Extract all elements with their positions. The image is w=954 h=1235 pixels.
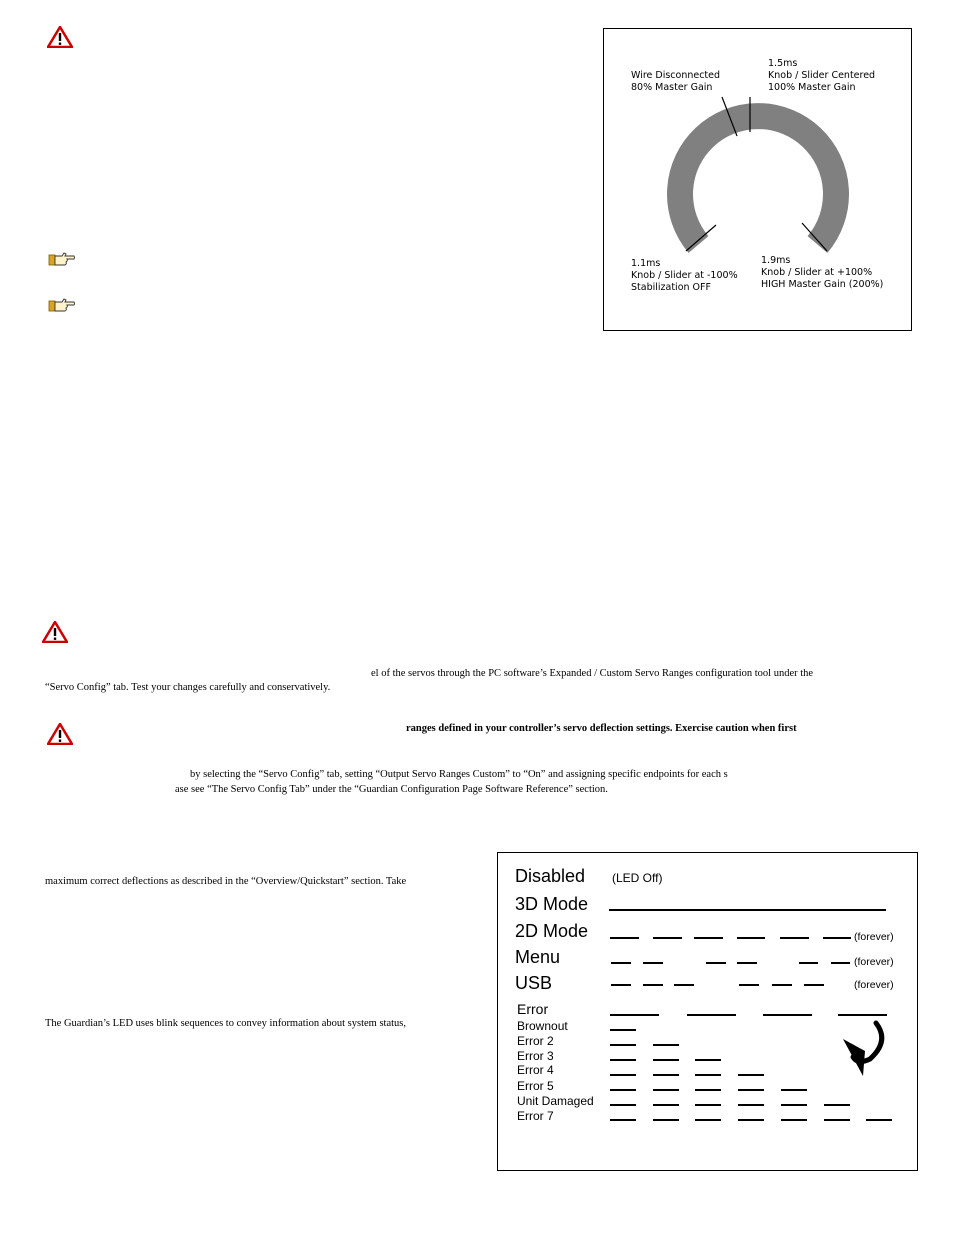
pointing-hand-icon (48, 297, 76, 313)
led-label-unit-damaged: Unit Damaged (517, 1094, 594, 1108)
gauge-label-plus-100: Knob / Slider at +100% (761, 267, 873, 278)
led-blink-diagram (498, 853, 917, 1170)
led-label-3d-mode: 3D Mode (515, 894, 589, 914)
led-blink-chart (497, 852, 918, 1171)
gauge-label-100-gain: 100% Master Gain (768, 82, 856, 93)
led-label-forever-2d: (forever) (854, 931, 894, 943)
paragraph-servo-config-line2: ase see “The Servo Config Tab” under the “Guardian Configuration Page Software Reference” section. (175, 784, 608, 795)
led-label-error: Error (517, 1001, 549, 1017)
led-label-error-7: Error 7 (517, 1109, 554, 1123)
warning-icon (47, 723, 73, 745)
paragraph-servo-config-line1: by selecting the “Servo Config” tab, setting “Output Servo Ranges Custom” to “On” and assigning specific endpoints for each s (190, 769, 728, 780)
gauge-label-80-gain: 80% Master Gain (631, 82, 713, 93)
repeat-arrow-icon (843, 1023, 882, 1076)
led-label-usb: USB (515, 973, 553, 993)
gauge-label-1-1ms: 1.1ms (631, 258, 661, 269)
warning-text-deflection: ranges defined in your controller’s servo deflection settings. Exercise caution when first (406, 723, 797, 734)
led-blink-patterns (609, 910, 892, 1120)
paragraph-servo-ranges-line2: “Servo Config” tab. Test your changes carefully and conservatively. (45, 682, 331, 693)
gauge-label-1-5ms: 1.5ms (768, 58, 798, 69)
led-label-error-2: Error 2 (517, 1034, 554, 1048)
gauge-label-stab-off: Stabilization OFF (631, 282, 711, 293)
paragraph-led-intro: The Guardian’s LED uses blink sequences to convey information about system status, (45, 1018, 407, 1029)
gain-gauge-figure (603, 28, 912, 331)
gauge-label-high-gain: HIGH Master Gain (200%) (761, 279, 884, 290)
paragraph-servo-ranges-line1: el of the servos through the PC software’s Expanded / Custom Servo Ranges configuration tool under the (371, 668, 814, 679)
led-label-disabled: Disabled (515, 866, 586, 886)
paragraph-quickstart: maximum correct deflections as described in the “Overview/Quickstart” section. Take (45, 876, 407, 887)
warning-icon (42, 621, 68, 643)
gauge-label-wire-disconnected: Wire Disconnected (631, 70, 721, 81)
gauge-label-minus-100: Knob / Slider at -100% (631, 270, 738, 281)
gauge-label-1-9ms: 1.9ms (761, 255, 791, 266)
led-label-forever-menu: (forever) (854, 956, 894, 968)
led-label-led-off: (LED Off) (612, 871, 663, 885)
gain-gauge-diagram (604, 29, 911, 330)
led-label-menu: Menu (515, 947, 561, 967)
warning-icon (47, 26, 73, 48)
led-label-error-3: Error 3 (517, 1049, 554, 1063)
pointing-hand-icon (48, 251, 76, 267)
led-label-2d-mode: 2D Mode (515, 921, 589, 941)
led-label-brownout: Brownout (517, 1019, 568, 1033)
led-label-forever-usb: (forever) (854, 979, 894, 991)
gauge-label-centered: Knob / Slider Centered (768, 70, 876, 81)
led-label-error-5: Error 5 (517, 1079, 554, 1093)
led-label-error-4: Error 4 (517, 1063, 554, 1077)
